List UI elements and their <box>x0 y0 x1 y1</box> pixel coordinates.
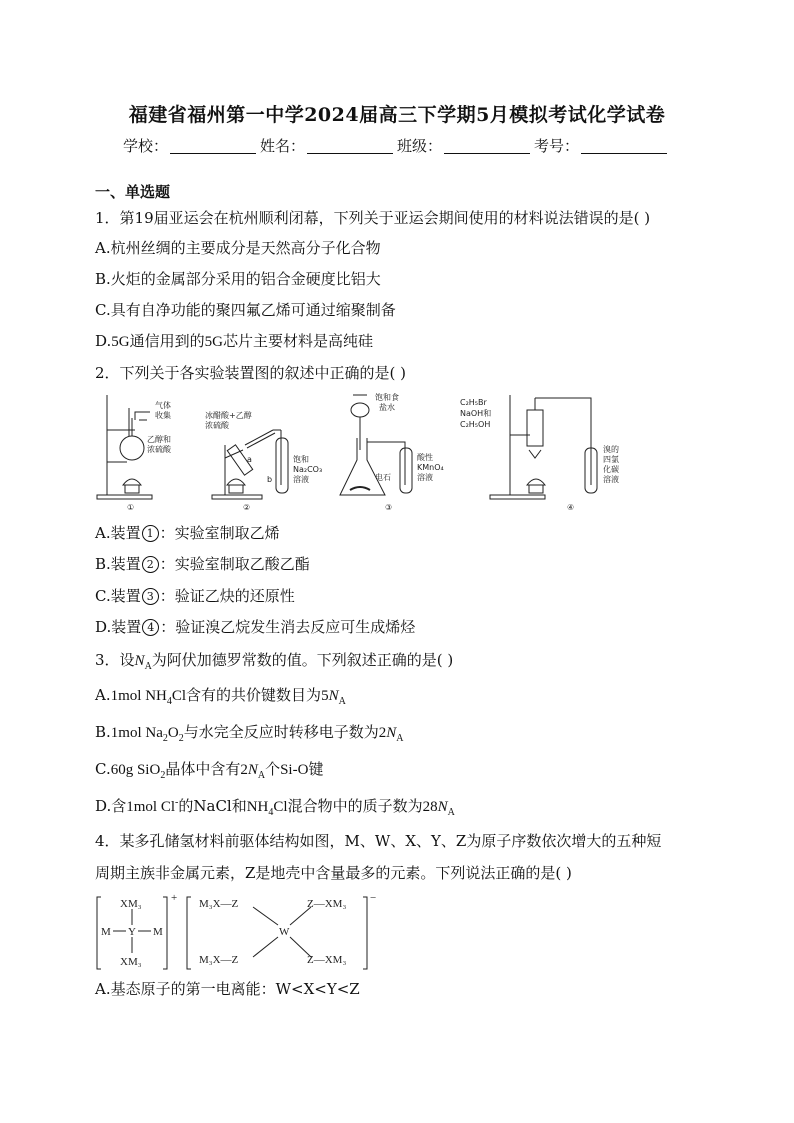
struct-plus: + <box>171 893 178 904</box>
struct-m-right: M <box>153 926 163 938</box>
fig1-label-gas: 气体 <box>155 401 171 410</box>
school-blank[interactable] <box>170 139 256 154</box>
q1-stem: 1．第19届亚运会在杭州顺利闭幕，下列关于亚运会期间使用的材料说法错误的是( ) <box>95 209 651 227</box>
student-info-row <box>123 135 671 156</box>
apparatus-2 <box>212 430 288 499</box>
struct-m3xz-bottom: M₃X—Z <box>199 954 239 966</box>
fig1-label-acid: 浓硫酸 <box>147 445 171 454</box>
fig1-label-collect: 收集 <box>155 411 171 420</box>
fig2-caption: ② <box>243 503 251 512</box>
q2-option-b: B.装置 2 ：实验室制取乙酸乙酯 <box>95 555 310 573</box>
fig2-label-sat: 饱和 <box>293 455 309 464</box>
fig1-label-ethanol: 乙醇和 <box>147 435 171 444</box>
q2-option-c: C.装置 3 ：验证乙炔的还原性 <box>95 587 295 605</box>
fig4-label-c2h5oh: C₂H₅OH <box>460 420 491 429</box>
fig4-label-sol: 溶液 <box>603 475 619 484</box>
fig2-label-na2co3: Na₂CO₃ <box>293 465 323 474</box>
school-label: 学校： <box>123 137 169 155</box>
q4-option-a: A.基态原子的第一电离能：W<X<Y<Z <box>95 980 360 998</box>
fig3-label-water: 盐水 <box>379 403 395 412</box>
fig3-label-brine: 饱和食 <box>375 393 399 402</box>
q4-stem-line1: 4．某多孔储氢材料前驱体结构如图，M、W、X、Y、Z为原子序数依次增大的五种短 <box>95 832 662 850</box>
q4-stem-line2: 周期主族非金属元素，Z是地壳中含量最多的元素。下列说法正确的是( ) <box>95 864 572 882</box>
struct-minus: − <box>370 893 377 904</box>
apparatus-1 <box>97 395 152 499</box>
q1-option-b: B.火炬的金属部分采用的铝合金硬度比铝大 <box>95 270 381 288</box>
q3-option-a: A.1mol $NH_4Cl$含有的共价键数目为$5N_A$ <box>95 686 346 707</box>
q2-option-a: A.装置 1 ：实验室制取乙烯 <box>95 524 280 542</box>
q1-option-d: D.5G通信用到的5G芯片主要材料是高纯硅 <box>95 332 373 350</box>
fig2-label-acid: 浓硫酸 <box>205 421 229 430</box>
apparatus-4 <box>490 395 597 499</box>
fig3-caption: ③ <box>385 503 393 512</box>
class-blank[interactable] <box>444 139 530 154</box>
struct-w: W <box>279 926 290 938</box>
fig2-label-b: b <box>267 475 273 484</box>
fig2-label-reagents: 冰醋酸+乙醇 <box>205 411 252 420</box>
apparatus-figure <box>95 390 655 515</box>
struct-y: Y <box>128 926 136 938</box>
fig3-label-carbide: 电石 <box>375 473 391 482</box>
q3-stem: 3．设$N_A$为阿伏加德罗常数的值。下列叙述正确的是( ) <box>95 651 454 672</box>
struct-m-left: M <box>101 926 111 938</box>
fig2-label-a: a <box>247 455 252 464</box>
q3-option-d: D.含1mol Cl-的NaCl和$NH_4Cl$混合物中的质子数为$28N_A$ <box>95 797 455 818</box>
class-label: 班级： <box>397 137 443 155</box>
struct-zxm3-bottom: Z—XM₃ <box>307 954 347 966</box>
fig4-label-c2h5br: C₂H₅Br <box>460 398 487 407</box>
fig2-label-sol: 溶液 <box>293 475 309 484</box>
name-label: 姓名： <box>260 137 306 155</box>
structure-figure <box>95 893 385 973</box>
q3-option-b: B.1mol $Na_2O_2$与水完全反应时转移电子数为$2N_A$ <box>95 723 404 744</box>
fig4-label-naoh: NaOH和 <box>460 409 492 418</box>
fig4-label-carbon: 化碳 <box>603 465 619 474</box>
fig3-label-acidic: 酸性 <box>417 453 433 462</box>
q2-stem: 2．下列关于各实验装置图的叙述中正确的是( ) <box>95 364 407 382</box>
fig1-caption: ① <box>127 503 135 512</box>
q1-option-c: C.具有自净功能的聚四氟乙烯可通过缩聚制备 <box>95 301 396 319</box>
fig4-label-ccl: 四氯 <box>603 455 619 464</box>
struct-xm3-bottom: XM₃ <box>120 956 142 968</box>
number-blank[interactable] <box>581 139 667 154</box>
name-blank[interactable] <box>307 139 393 154</box>
q1-option-a: A.杭州丝绸的主要成分是天然高分子化合物 <box>95 239 381 257</box>
fig4-caption: ④ <box>567 503 575 512</box>
section-heading: 一、单选题 <box>95 183 171 201</box>
page-title: 福建省福州第一中学2024届高三下学期5月模拟考试化学试卷 <box>128 104 666 126</box>
q2-option-d: D.装置 4 ：验证溴乙烷发生消去反应可生成烯烃 <box>95 618 416 636</box>
struct-zxm3-top: Z—XM₃ <box>307 898 347 910</box>
struct-xm3-top: XM₃ <box>120 898 142 910</box>
number-label: 考号： <box>534 137 580 155</box>
fig3-label-sol: 溶液 <box>417 473 433 482</box>
fig4-label-br: 溴的 <box>603 445 619 454</box>
struct-m3xz-top: M₃X—Z <box>199 898 239 910</box>
q3-option-c: C.60g SiO$_2$晶体中含有$2N_A$个Si-O键 <box>95 760 324 781</box>
fig3-label-kmno4: KMnO₄ <box>417 463 444 472</box>
